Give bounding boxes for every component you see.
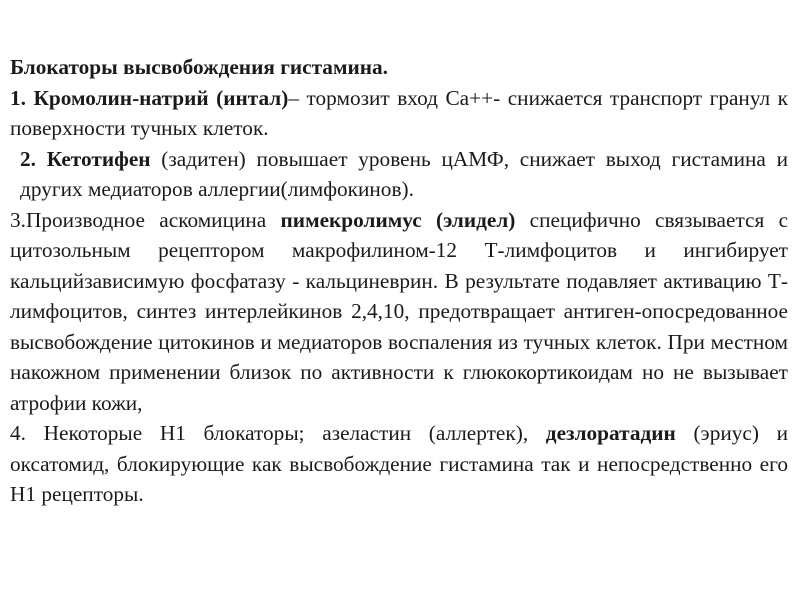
h1-blockers-text: (эриус) и оксатомид, блокирующие как высвобождение гистамина так и непосредственно его Н1 рецепторы.: [10, 421, 788, 506]
paragraph-h1-blockers: [10, 418, 788, 510]
document-title: Блокаторы высвобождения гистамина.: [10, 55, 388, 79]
paragraph-cromolyn: [10, 83, 788, 144]
desloratadine-name: дезлоратадин: [545, 421, 676, 445]
pimecrolimus-text: специфично связывается с цитозольным рецептором макрофилином-12 Т-лимфоцитов и ингибирует кальцийзависимую фосфатазу - кальциневрин. В результате подавляет активацию Т-лимфоцитов, синтез интерлейкинов 2,4,10, предотвращает антиген-опосредованное высвобождение цитокинов и медиаторов воспаления из тучных клеток. При местном накожном применении близок по активности к глюкокортикоидам но не вызывает атрофии кожи,: [10, 207, 789, 415]
document-body: [10, 52, 788, 510]
cromolyn-text: – тормозит вход Са++- снижается транспорт гранул к поверхности тучных клеток.: [10, 85, 789, 140]
paragraph-pimecrolimus: [10, 205, 788, 419]
ketotifen-heading: 2. Кетотифен: [20, 146, 151, 171]
pimecrolimus-lead: 3.Производное аскомицина: [10, 207, 281, 232]
h1-blockers-lead: 4. Некоторые Н1 блокаторы; азеластин (аллертек),: [10, 421, 546, 445]
ketotifen-text: (задитен) повышает уровень цАМФ, снижает выход гистамина и других медиаторов аллергии(лимфокинов).: [20, 146, 788, 201]
paragraph-ketotifen: [10, 144, 788, 205]
cromolyn-heading: 1. Кромолин-натрий (интал): [10, 85, 289, 110]
pimecrolimus-name: пимекролимус (элидел): [280, 207, 516, 232]
